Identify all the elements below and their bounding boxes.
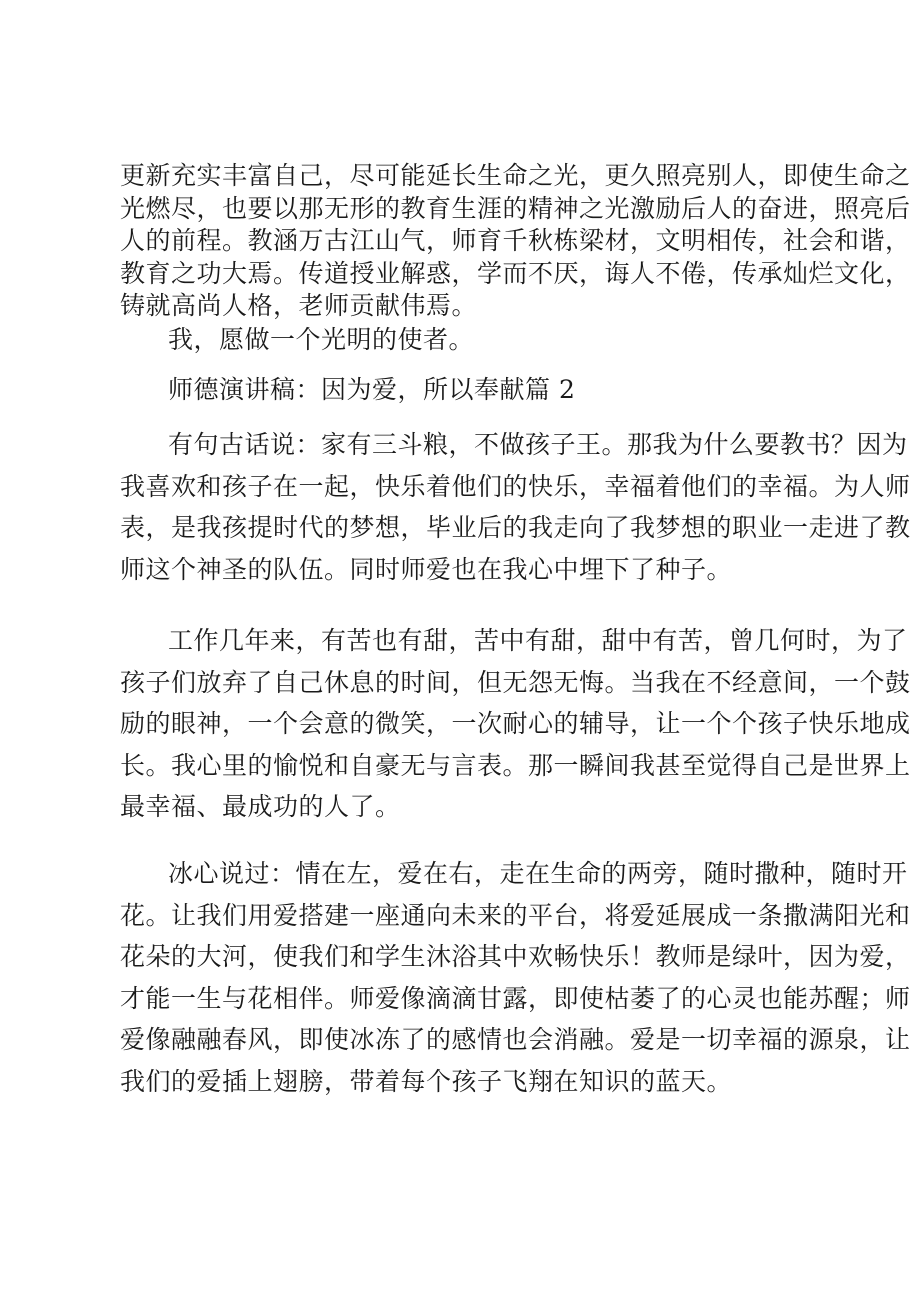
text-line: 表，是我孩提时代的梦想，毕业后的我走向了我梦想的职业一走进了教 <box>120 513 911 542</box>
text-line: 励的眼神，一个会意的微笑，一次耐心的辅导，让一个个孩子快乐地成 <box>120 709 911 738</box>
text-line: 才能一生与花相伴。师爱像滴滴甘露，即使枯萎了的心灵也能苏醒；师 <box>120 983 911 1013</box>
text-line: 花朵的大河，使我们和学生沐浴其中欢畅快乐！教师是绿叶，因为爱， <box>120 942 911 971</box>
paragraph-1 <box>120 160 911 323</box>
text-line: 工作几年来，有苦也有甜，苦中有甜，甜中有苦，曾几何时，为了 <box>168 626 908 655</box>
paragraph-2 <box>168 325 888 355</box>
text-line: 孩子们放弃了自己休息的时间，但无怨无悔。当我在不经意间，一个鼓 <box>120 667 911 697</box>
paragraph-4 <box>120 620 911 828</box>
text-line: 我们的爱插上翅膀，带着每个孩子飞翔在知识的蓝天。 <box>120 1066 733 1096</box>
text-line: 教育之功大焉。传道授业解惑，学而不厌，诲人不倦，传承灿烂文化， <box>120 258 911 288</box>
text-line: 爱像融融春风，即使冰冻了的感情也会消融。爱是一切幸福的源泉，让 <box>120 1025 911 1054</box>
text-line: 长。我心里的愉悦和自豪无与言表。那一瞬间我甚至觉得自己是世界上 <box>120 750 911 780</box>
text-line: 铸就高尚人格，老师贡献伟焉。 <box>120 291 478 320</box>
text-line: 冰心说过：情在左，爱在右，走在生命的两旁，随时撒种，随时开 <box>168 859 908 888</box>
section-heading <box>168 375 888 405</box>
text-line: 更新充实丰富自己，尽可能延长生命之光，更久照亮别人，即使生命之 <box>120 161 911 190</box>
paragraph-3 <box>120 424 911 590</box>
text-line: 花。让我们用爱搭建一座通向未来的平台，将爱延展成一条撒满阳光和 <box>120 900 911 930</box>
text-line: 光燃尽，也要以那无形的教育生涯的精神之光激励后人的奋进，照亮后 <box>120 193 911 223</box>
text-line: 我喜欢和孩子在一起，快乐着他们的快乐，幸福着他们的幸福。为人师 <box>120 471 911 501</box>
text-line: 人的前程。教涵万古江山气，师育千秋栋梁材，文明相传，社会和谐， <box>120 226 911 255</box>
heading-line: 师德演讲稿：因为爱，所以奉献篇 2 <box>168 375 576 404</box>
text-line: 最幸福、最成功的人了。 <box>120 792 401 821</box>
paragraph-5 <box>120 853 911 1102</box>
text-line: 师这个神圣的队伍。同时师爱也在我心中埋下了种子。 <box>120 554 733 584</box>
text-line: 我，愿做一个光明的使者。 <box>168 325 475 354</box>
text-line: 有句古话说：家有三斗粮，不做孩子王。那我为什么要教书？因为 <box>168 430 908 459</box>
